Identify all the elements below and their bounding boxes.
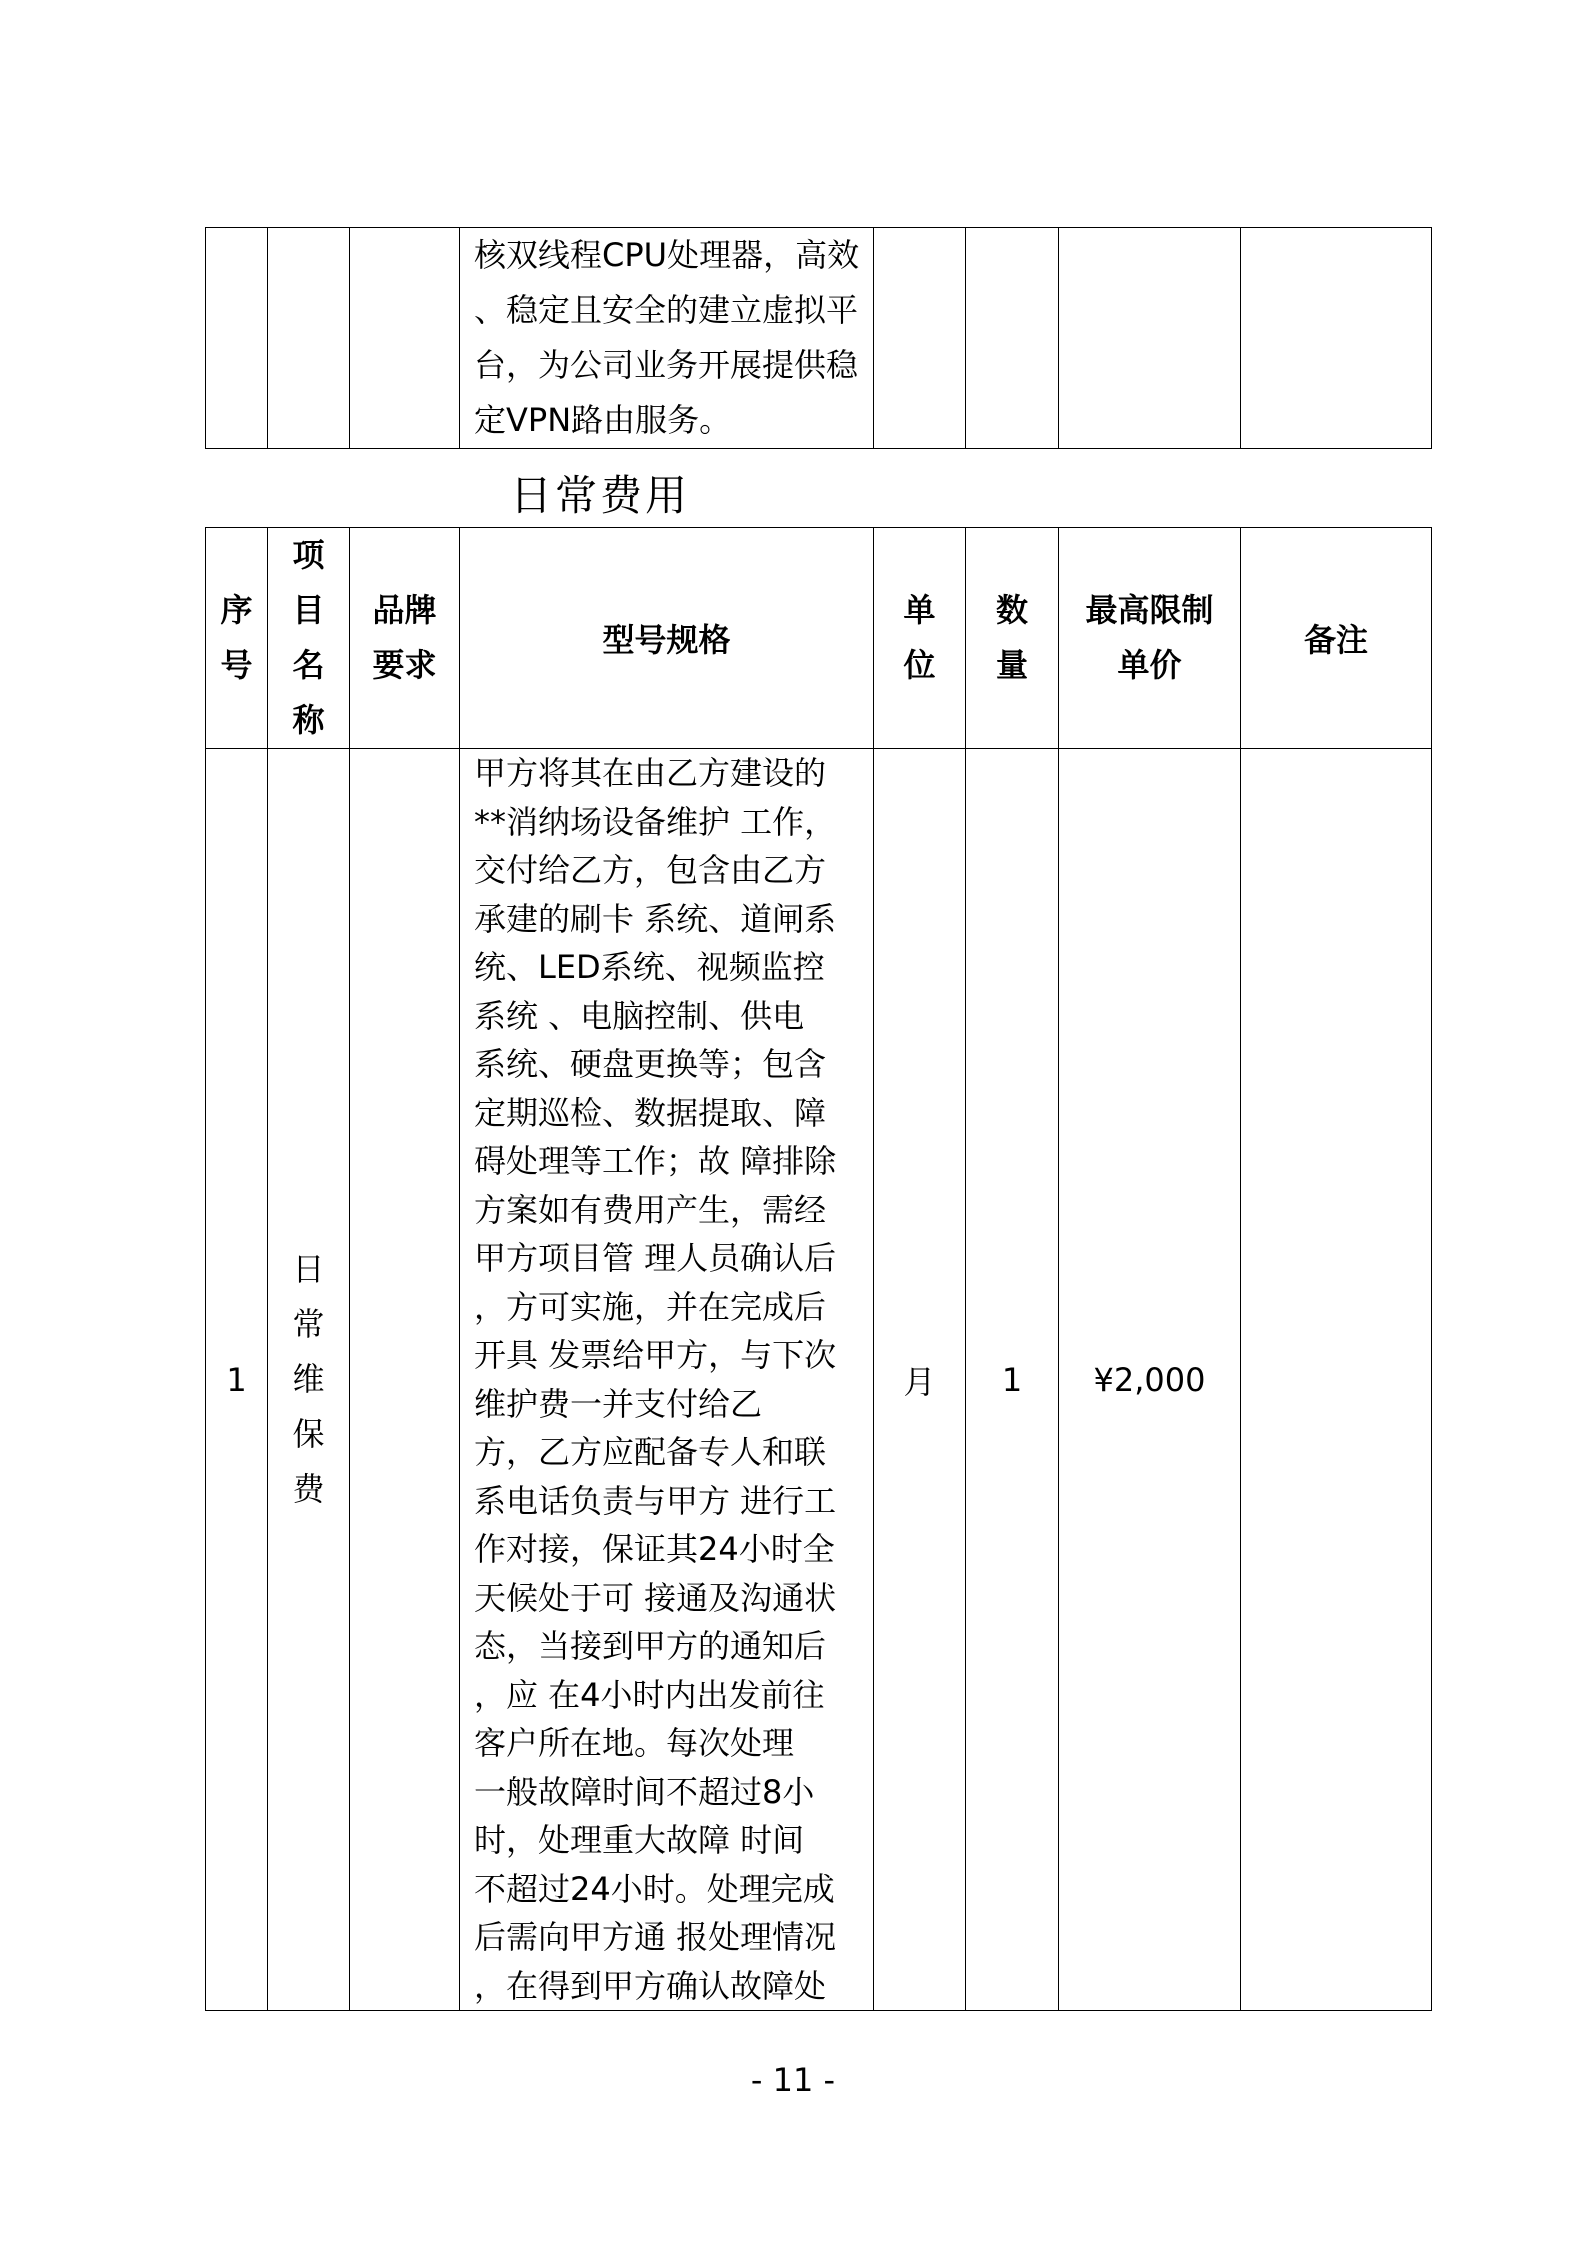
header-brand-line: 品牌 — [372, 591, 437, 629]
header-item-name-line: 称 — [292, 701, 325, 739]
header-qty-line: 量 — [995, 646, 1028, 684]
cell-unit: 月 — [874, 749, 966, 2011]
header-item-name — [268, 528, 350, 749]
header-unit-line: 位 — [903, 646, 936, 684]
continued-table — [205, 227, 1432, 449]
header-brand — [350, 528, 460, 749]
page-number: - 11 - — [750, 2061, 836, 2099]
header-item-name-line: 目 — [292, 591, 325, 629]
header-unit — [874, 528, 966, 749]
header-spec: 型号规格 — [460, 528, 874, 749]
item-name-char: 常 — [292, 1305, 325, 1343]
cell-item-name — [268, 228, 350, 449]
expense-table — [205, 527, 1432, 2011]
cell-remark — [1241, 228, 1432, 449]
header-max-price — [1059, 528, 1241, 749]
cell-seq — [206, 228, 268, 449]
header-item-name-line: 项 — [292, 536, 325, 574]
item-name-char: 日 — [292, 1250, 325, 1288]
header-brand-line: 要求 — [372, 646, 437, 684]
cell-unit — [874, 228, 966, 449]
header-qty — [966, 528, 1059, 749]
cell-spec-continued: 核双线程CPU处理器，高效 、稳定且安全的建立虚拟平 台，为公司业务开展提供稳 定VPN路由服务。 — [460, 228, 874, 449]
table-header-row — [206, 528, 1432, 749]
cell-seq: 1 — [206, 749, 268, 2011]
cell-qty — [966, 228, 1059, 449]
header-item-name-line: 名 — [292, 646, 325, 684]
item-name-char: 保 — [292, 1415, 325, 1453]
item-name-char: 费 — [292, 1470, 325, 1508]
table-row — [206, 749, 1432, 2011]
header-seq-line: 序 — [220, 591, 253, 629]
continued-row — [206, 228, 1432, 449]
cell-max-price: ¥2,000 — [1059, 749, 1241, 2011]
cell-brand — [350, 228, 460, 449]
header-seq-line: 号 — [220, 646, 253, 684]
header-remark: 备注 — [1241, 528, 1432, 749]
cell-brand — [350, 749, 460, 2011]
cell-spec: 甲方将其在由乙方建设的 **消纳场设备维护 工作， 交付给乙方，包含由乙方 承建的刷卡 系统、道闸系 统、LED系统、视频监控 系统 、电脑控制、供电 系统、硬盘更换等；包含 定期巡检、数据提取、障 碍处理等工作；故 障排除 方案如有费用产生，需经 甲方项目管 理人员确认后 ，方可实施，并在完成后 开具 发票给甲方，与下次 维护费一并支付给乙 方，乙方应配备专人和联 系电话负责与甲方 进行工 作对接，保证其24小时全 天候处于可 接通及沟通状 态，当接到甲方的通知后 ，应 在4小时内出发前往 客户所在地。每次处理 一般故障时间不超过8小 时，处理重大故障 时间 不超过24小时。处理完成 后需向甲方通 报处理情况 ，在得到甲方确认故障处 — [460, 749, 874, 2011]
header-seq — [206, 528, 268, 749]
item-name-char: 维 — [292, 1360, 325, 1398]
cell-max-price — [1059, 228, 1241, 449]
header-unit-line: 单 — [903, 591, 936, 629]
section-title: 日常费用 — [510, 471, 691, 520]
header-max-price-line: 最高限制 — [1085, 591, 1214, 629]
cell-remark — [1241, 749, 1432, 2011]
header-qty-line: 数 — [995, 591, 1028, 629]
cell-item-name — [268, 749, 350, 2011]
header-max-price-line: 单价 — [1117, 646, 1182, 684]
cell-qty: 1 — [966, 749, 1059, 2011]
